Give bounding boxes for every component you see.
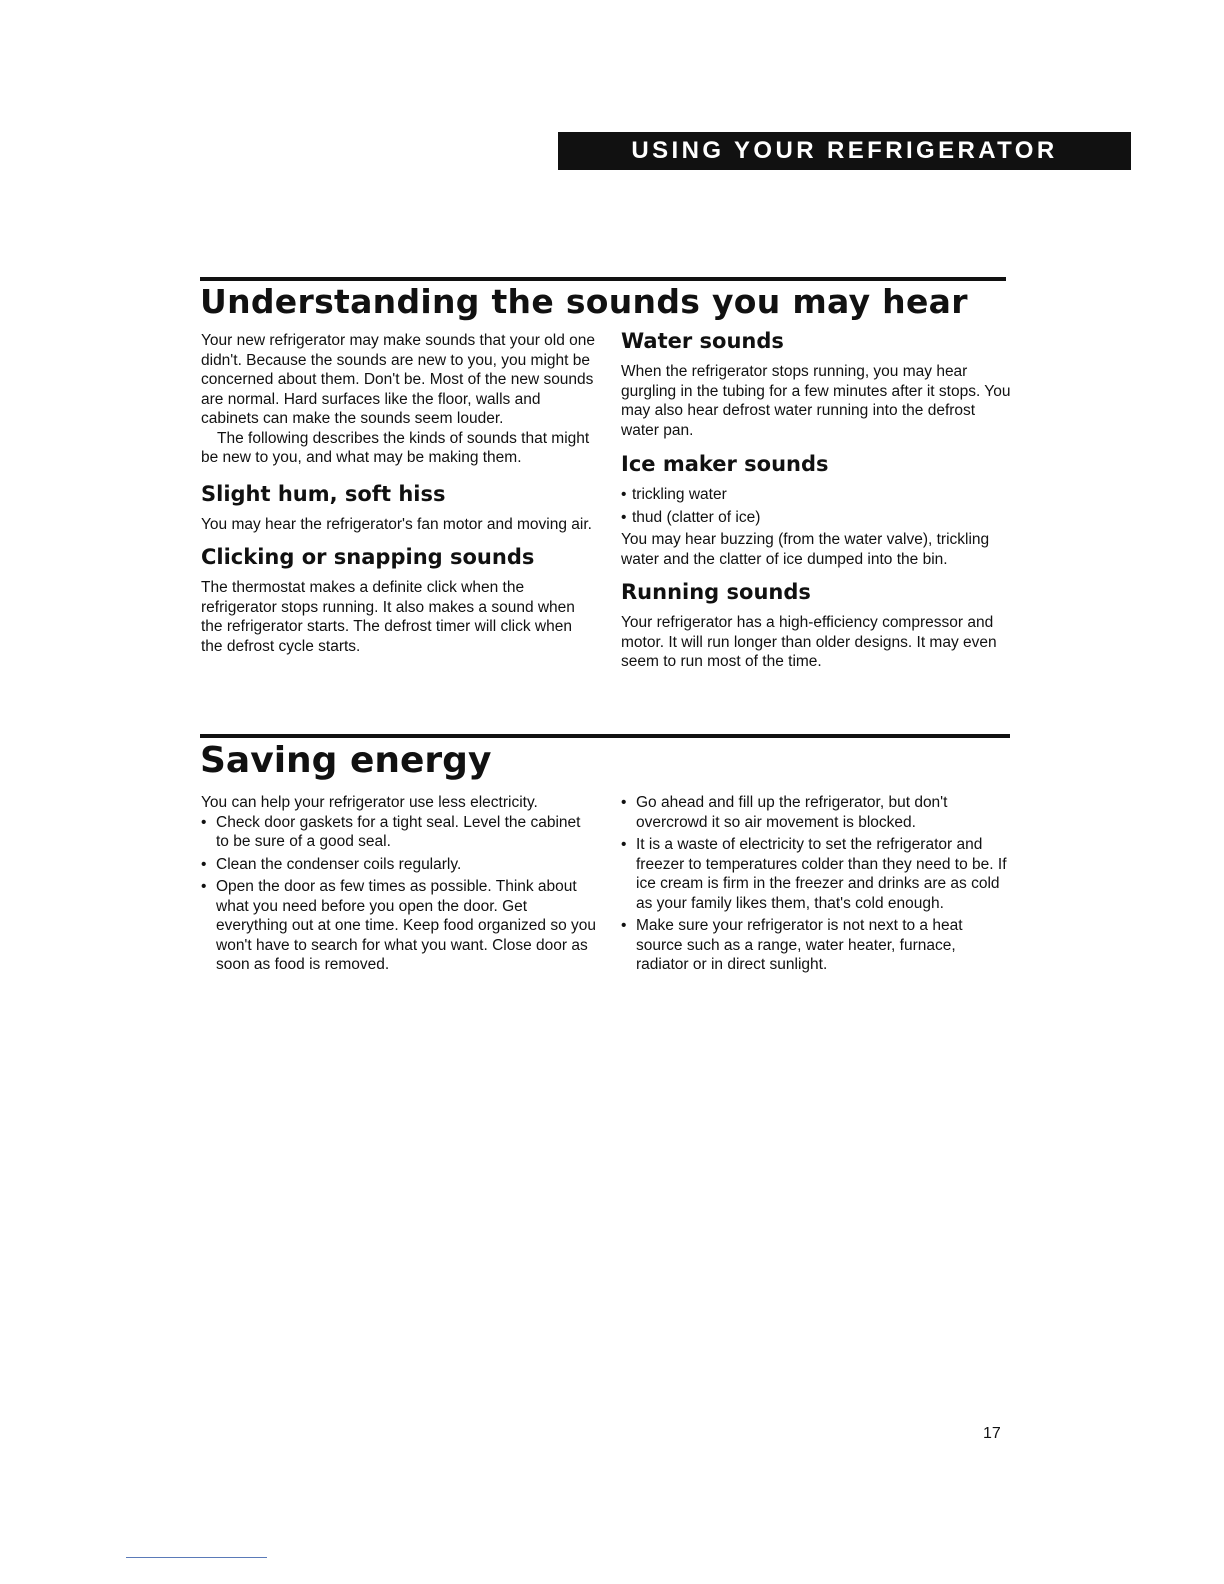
list-item: • Clean the condenser coils regularly. xyxy=(201,855,596,875)
section-divider xyxy=(200,734,1010,738)
energy-right-column xyxy=(621,793,1011,978)
sounds-section-title: Understanding the sounds you may hear xyxy=(200,282,968,321)
list-item: • Open the door as few times as possible. Think about what you need before you open the door. Get everything out at one time. Keep food organized so you won't have to search for what you want. Close door as soon as food is removed. xyxy=(201,877,596,975)
water-text: When the refrigerator stops running, you may hear gurgling in the tubing for a few minutes after it stops. You may also hear defrost water running into the defrost water pan. xyxy=(621,363,1011,439)
list-item: • thud (clatter of ice) xyxy=(621,508,1011,528)
section-divider xyxy=(200,277,1006,281)
list-item: • Check door gaskets for a tight seal. Level the cabinet to be sure of a good seal. xyxy=(201,813,596,852)
list-item: • It is a waste of electricity to set the refrigerator and freezer to temperatures colder than they need to be. If ice cream is firm in the freezer and drinks are as cold as your family likes them, that's cold enough. xyxy=(621,835,1011,913)
clicking-heading: Clicking or snapping sounds xyxy=(201,545,535,569)
energy-left-column xyxy=(201,793,596,978)
clicking-text: The thermostat makes a definite click when the refrigerator stops running. It also makes a sound when the refrigerator starts. The defrost timer will click when the defrost cycle starts. xyxy=(201,579,575,655)
running-heading: Running sounds xyxy=(621,580,811,604)
hum-text: You may hear the refrigerator's fan motor and moving air. xyxy=(201,515,592,533)
page-number: 17 xyxy=(983,1425,1001,1442)
footer-rule xyxy=(126,1557,267,1558)
sounds-intro-paragraph-2: The following describes the kinds of sounds that might be new to you, and what may be making them. xyxy=(201,429,590,466)
list-item: • Go ahead and fill up the refrigerator, but don't overcrowd it so air movement is blocked. xyxy=(621,793,1011,832)
list-item: • trickling water xyxy=(621,485,1011,505)
energy-section-title: Saving energy xyxy=(200,740,492,781)
water-heading: Water sounds xyxy=(621,329,784,353)
energy-tips-list xyxy=(201,813,596,975)
sounds-intro-paragraph: Your new refrigerator may make sounds that your old one didn't. Because the sounds are new to you, you might be concerned about them. Don't be. Most of the new sounds are normal. Hard surfaces like the floor, walls and cabinets can make the sounds seem louder. xyxy=(201,332,596,427)
sounds-right-column xyxy=(621,328,1011,672)
energy-tips-list-continued xyxy=(621,793,1011,975)
ice-maker-text: You may hear buzzing (from the water valve), trickling water and the clatter of ice dumped into the bin. xyxy=(621,531,990,568)
ice-maker-heading: Ice maker sounds xyxy=(621,452,829,476)
hum-heading: Slight hum, soft hiss xyxy=(201,481,446,506)
energy-intro: You can help your refrigerator use less electricity. xyxy=(201,794,538,811)
section-banner: USING YOUR REFRIGERATOR xyxy=(558,132,1131,170)
list-item: • Make sure your refrigerator is not next to a heat source such as a range, water heater, furnace, radiator or in direct sunlight. xyxy=(621,916,1011,975)
ice-maker-list xyxy=(621,485,1011,527)
running-text: Your refrigerator has a high-efficiency compressor and motor. It will run longer than older designs. It may even seem to run most of the time. xyxy=(621,614,997,670)
sounds-left-column xyxy=(201,331,596,656)
